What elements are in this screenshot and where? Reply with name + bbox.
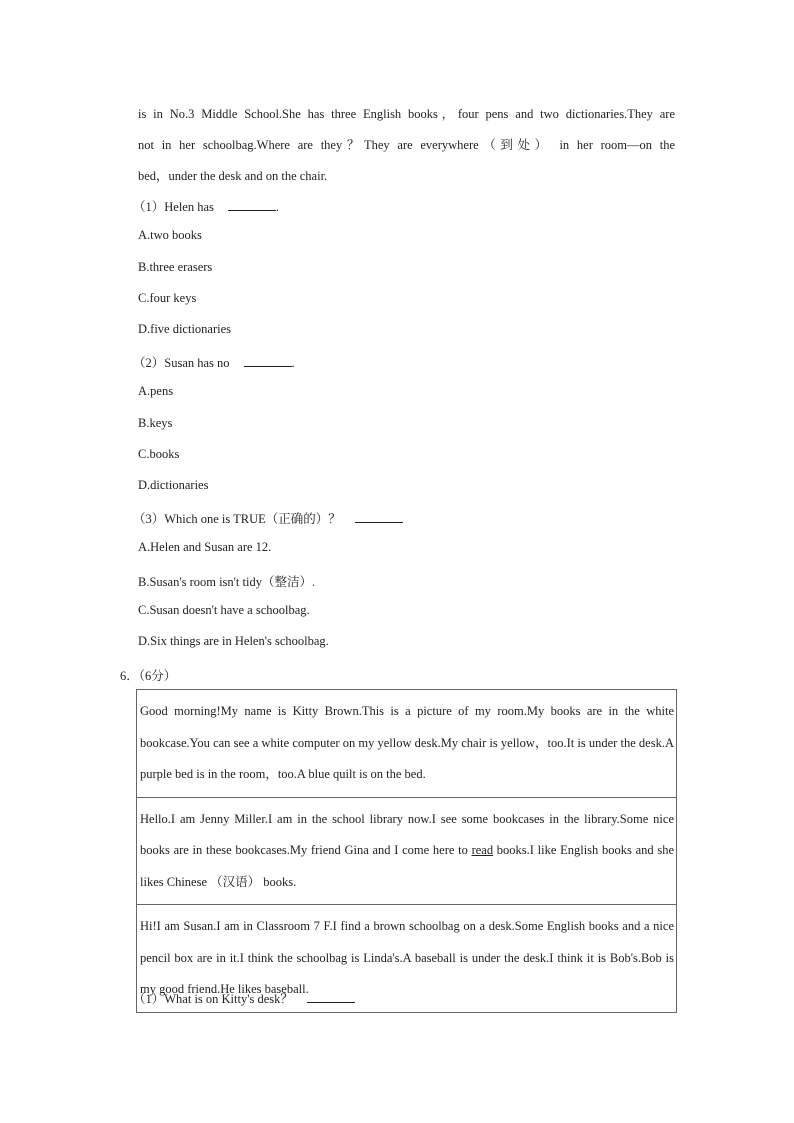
option-2c: C.books [138, 447, 180, 461]
passage-jenny-before: Hello.I am Jenny Miller.I am in the school library now.I see some bookcases in the library.Some nice books are in these bookcases.My friend Gina and I come here to [140, 811, 674, 857]
section-6-number: 6．（6分） [120, 669, 177, 683]
option-1a: A.two books [138, 228, 202, 242]
section-6-question-1-stem: （1）What is on Kitty's desk？ [133, 992, 293, 1006]
passage-line-2: not in her schoolbag.Where are they？They are everywhere（到处） in her room—on the [138, 138, 675, 152]
option-3a: A.Helen and Susan are 12. [138, 540, 272, 554]
answer-blank-2[interactable] [244, 355, 292, 367]
answer-blank-3[interactable] [355, 511, 403, 523]
option-2d: D.dictionaries [138, 478, 209, 492]
option-3b: B.Susan's room isn't tidy（整洁）. [138, 575, 316, 589]
question-1-stem: （1）Helen has [133, 200, 214, 214]
answer-blank-6-1[interactable] [307, 991, 355, 1003]
reading-table [136, 689, 677, 1013]
passage-jenny-after: books.I like English books and she likes Chinese （汉语） books. [140, 843, 674, 889]
question-2-stem: （2）Susan has no [133, 356, 230, 370]
option-1c: C.four keys [138, 291, 197, 305]
section-6-question-1 [133, 989, 355, 1007]
option-2b: B.keys [138, 416, 173, 430]
passage-kitty: Good morning!My name is Kitty Brown.This is a picture of my room.My books are in the white bookcase.You can see a white computer on my yellow desk.My chair is yellow，too.It is under the desk.A purple bed is in the room，too.A blue quilt is on the bed. [140, 704, 674, 781]
question-3 [133, 509, 403, 527]
answer-blank-1[interactable] [228, 199, 276, 211]
question-2: （2）Susan has no . [133, 356, 295, 370]
option-1b: B.three erasers [138, 260, 213, 274]
passage-line-3: bed，under the desk and on the chair. [138, 169, 328, 183]
passage-line-1: is in No.3 Middle School.She has three English books，four pens and two dictionaries.They are [138, 107, 675, 121]
option-3d: D.Six things are in Helen's schoolbag. [138, 634, 329, 648]
question-1: （1）Helen has . [133, 200, 280, 214]
option-3c: C.Susan doesn't have a schoolbag. [138, 603, 310, 617]
option-2a: A.pens [138, 384, 174, 398]
passage-jenny [137, 797, 676, 905]
question-3-stem: （3）Which one is TRUE（正确的）？ [133, 512, 341, 526]
passage-jenny-underlined: read [471, 843, 494, 857]
option-1d: D.five dictionaries [138, 322, 232, 336]
passage-susan: Hi!I am Susan.I am in Classroom 7 F.I find a brown schoolbag on a desk.Some English books and a nice pencil box are in it.I think the schoolbag is Linda's.A baseball is under the desk.I think it is Bob's.Bob is my good friend.He likes baseball. [137, 904, 676, 1012]
